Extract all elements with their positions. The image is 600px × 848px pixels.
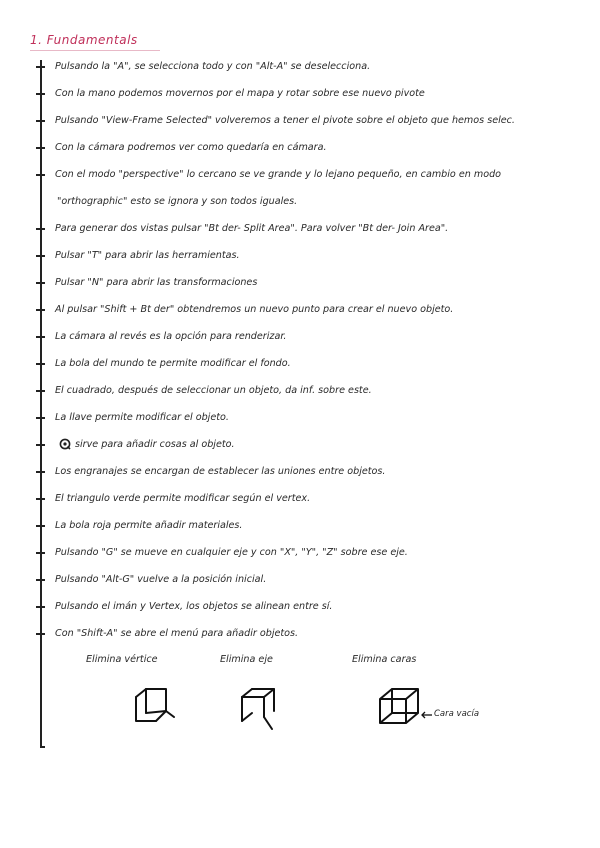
dash-icon	[36, 336, 45, 338]
face-annotation: Cara vacía	[434, 709, 480, 719]
dash-icon	[36, 120, 45, 122]
note-item	[30, 85, 590, 112]
dash-icon	[36, 174, 45, 176]
title-underline	[30, 50, 160, 51]
note-item	[30, 463, 590, 490]
note-item	[30, 274, 590, 301]
note-text: Al pulsar "Shift + Bt der" obtendremos un nuevo punto para crear el nuevo objeto.	[55, 304, 454, 315]
note-item	[30, 544, 590, 571]
dash-icon	[36, 255, 45, 257]
note-item	[30, 58, 590, 85]
dash-icon	[36, 363, 45, 365]
note-text: Pulsando el imán y Vertex, los objetos se alinean entre sí.	[55, 601, 333, 612]
note-text: Con la mano podemos movernos por el mapa y rotar sobre ese nuevo pivote	[55, 88, 425, 99]
note-item	[30, 355, 590, 382]
dash-icon	[36, 471, 45, 473]
note-text: Pulsando "G" se mueve en cualquier eje y con "X", "Y", "Z" sobre ese eje.	[55, 547, 408, 558]
note-item	[30, 247, 590, 274]
annotation-arrow-icon	[420, 710, 434, 720]
note-text: Pulsando "View-Frame Selected" volveremos a tener el pivote sobre el objeto que hemos selec.	[55, 115, 515, 126]
note-item	[30, 409, 590, 436]
dash-icon	[36, 525, 45, 527]
dash-icon	[36, 309, 45, 311]
note-text: Con "Shift-A" se abre el menú para añadir objetos.	[55, 628, 299, 639]
note-item	[30, 301, 590, 328]
left-bracket-end	[40, 746, 45, 748]
dash-icon	[36, 606, 45, 608]
notes-list	[30, 58, 590, 652]
note-item	[30, 382, 590, 409]
note-text: Con el modo "perspective" lo cercano se ve grande y lo lejano pequeño, en cambio en modo	[55, 169, 502, 180]
note-item	[30, 490, 590, 517]
vertex-figure-label: Elimina vértice	[86, 654, 158, 665]
note-item	[30, 220, 590, 247]
note-text: sirve para añadir cosas al objeto.	[75, 439, 235, 450]
dash-icon	[36, 498, 45, 500]
edge-figure-label: Elimina eje	[220, 654, 273, 665]
note-text: Los engranajes se encargan de establecer las uniones entre objetos.	[55, 466, 386, 477]
dash-icon	[36, 444, 45, 446]
note-text: La bola del mundo te permite modificar el fondo.	[55, 358, 291, 369]
note-text: Pulsar "T" para abrir las herramientas.	[55, 250, 240, 261]
dash-icon	[36, 579, 45, 581]
note-item	[30, 328, 590, 355]
note-item	[30, 571, 590, 598]
modifier-wrench-icon	[59, 438, 71, 450]
note-text: Pulsando la "A", se selecciona todo y con "Alt-A" se deselecciona.	[55, 61, 371, 72]
dash-icon	[36, 282, 45, 284]
note-item	[30, 625, 590, 652]
note-text: Con la cámara podremos ver como quedaría en cámara.	[55, 142, 327, 153]
note-item	[30, 598, 590, 625]
face-figure-label: Elimina caras	[352, 654, 417, 665]
note-text: Pulsar "N" para abrir las transformaciones	[55, 277, 258, 288]
dash-icon	[36, 552, 45, 554]
note-item	[30, 166, 590, 220]
note-text: Pulsando "Alt-G" vuelve a la posición inicial.	[55, 574, 267, 585]
note-item	[30, 436, 590, 463]
cube-missing-vertex-drawing	[130, 687, 180, 732]
dash-icon	[36, 417, 45, 419]
dash-icon	[36, 633, 45, 635]
note-text: La llave permite modificar el objeto.	[55, 412, 229, 423]
dash-icon	[36, 66, 45, 68]
note-text-continued: "orthographic" esto se ignora y son todos iguales.	[57, 196, 298, 207]
note-text: La bola roja permite añadir materiales.	[55, 520, 243, 531]
note-text: Para generar dos vistas pulsar "Bt der- Split Area". Para volver "Bt der- Join Area".	[55, 223, 449, 234]
dash-icon	[36, 147, 45, 149]
note-text: La cámara al revés es la opción para renderizar.	[55, 331, 287, 342]
note-item	[30, 139, 590, 166]
page-title: 1. Fundamentals	[30, 33, 138, 47]
cube-figures	[80, 652, 520, 742]
note-text: El triangulo verde permite modificar según el vertex.	[55, 493, 311, 504]
dash-icon	[36, 228, 45, 230]
dash-icon	[36, 390, 45, 392]
note-item	[30, 112, 590, 139]
dash-icon	[36, 93, 45, 95]
cube-missing-edge-drawing	[238, 687, 288, 732]
note-text: El cuadrado, después de seleccionar un objeto, da inf. sobre este.	[55, 385, 372, 396]
note-item	[30, 517, 590, 544]
